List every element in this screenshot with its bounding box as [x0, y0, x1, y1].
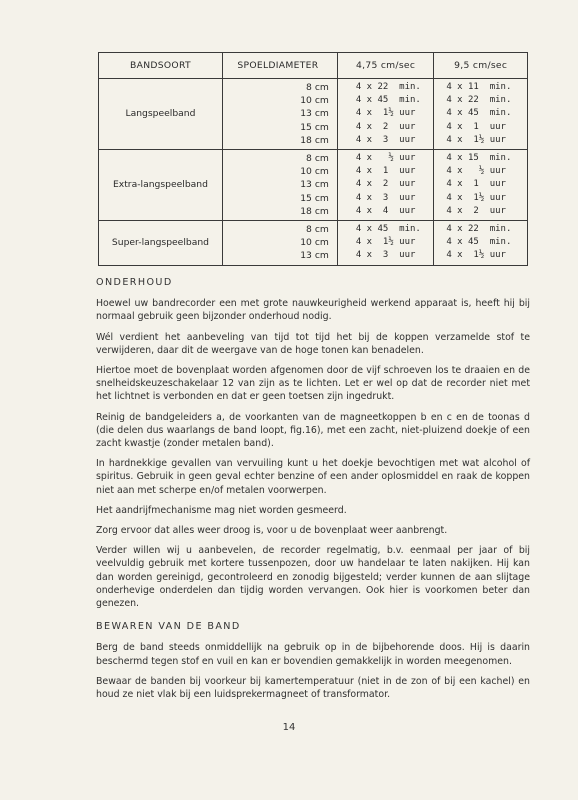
- diameter-cell: [222, 221, 337, 266]
- duration-475-cell: [337, 150, 434, 221]
- tape-type-cell: Extra-langspeelband: [99, 150, 223, 221]
- table-header-row: [99, 53, 528, 79]
- diameter-cell: [222, 150, 337, 221]
- tape-duration-table: [98, 52, 528, 266]
- duration-value: 4 x 22 min.: [446, 224, 512, 235]
- diameter-value: 8 cm: [306, 224, 329, 236]
- section-heading: BEWAREN VAN DE BAND: [96, 621, 241, 633]
- paragraph: In hardnekkige gevallen van vervuiling kunt u het doekje bevochtigen met wat alcohol of spiritus. Gebruik in geen geval echter benzine of een ander oplosmiddel en raak de koppen niet aan met scherpe en/of metalen voorwerpen.: [96, 458, 530, 496]
- duration-value: 4 x 1 uur: [446, 121, 506, 132]
- diameter-value: 13 cm: [300, 250, 329, 262]
- paragraph: Zorg ervoor dat alles weer droog is, voor u de bovenplaat weer aanbrengt.: [96, 525, 448, 537]
- duration-value: 4 x 45 min.: [446, 237, 512, 248]
- duration-value: 4 x 3 uur: [355, 192, 416, 203]
- duration-value: 4 x 3 uur: [355, 250, 416, 261]
- duration-value: 4 x 45 min.: [355, 224, 421, 235]
- duration-value: 4 x 1½ uur: [355, 108, 416, 119]
- duration-value: 4 x ½ uur: [355, 153, 416, 164]
- paragraph: Hiertoe moet de bovenplaat worden afgenomen door de vijf schroeven los te draaien en de snelheidskeuzeschakelaar 12 van zijn as te lichten. Let er wel op dat de recorder niet met het lichtnet is verbonden en dat er geen toetsen zijn ingedrukt.: [96, 365, 530, 403]
- header-spoeldiameter: SPOELDIAMETER: [222, 53, 337, 79]
- duration-value: 4 x 22 min.: [355, 82, 421, 92]
- duration-value: 4 x 45 min.: [446, 108, 512, 119]
- duration-475-cell: [337, 221, 434, 266]
- duration-value: 4 x 1½ uur: [446, 134, 506, 145]
- duration-value: 4 x 2 uur: [355, 179, 416, 190]
- paragraph: Bewaar de banden bij voorkeur bij kamertemperatuur (niet in de zon of bij een kachel) en houd ze niet vlak bij een luidsprekermagneet of transformator.: [96, 675, 530, 701]
- header-bandsoort: BANDSOORT: [99, 53, 223, 79]
- duration-95-cell: [434, 221, 528, 266]
- diameter-value: 8 cm: [306, 82, 329, 93]
- tape-type-cell: Langspeelband: [99, 79, 223, 150]
- diameter-value: 10 cm: [300, 95, 329, 107]
- diameter-value: 15 cm: [300, 192, 329, 204]
- duration-value: 4 x ½ uur: [446, 166, 506, 177]
- paragraph: Reinig de bandgeleiders a, de voorkanten van de magneetkoppen b en c en de toonas d (die delen dus waarlangs de band loopt, fig.16), met een zacht, niet-pluizend doekje of een zacht kwastje (zonder metalen band).: [96, 411, 530, 450]
- paragraph: Het aandrijfmechanisme mag niet worden gesmeerd.: [96, 504, 347, 516]
- duration-value: 4 x 22 min.: [446, 95, 512, 106]
- diameter-value: 8 cm: [306, 153, 329, 165]
- diameter-value: 13 cm: [300, 108, 329, 120]
- duration-value: 4 x 4 uur: [355, 205, 416, 216]
- diameter-value: 15 cm: [300, 121, 329, 133]
- table-row: [99, 79, 528, 150]
- table-row: [99, 221, 528, 266]
- tape-type-cell: Super-langspeelband: [99, 221, 223, 266]
- duration-value: 4 x 2 uur: [446, 205, 506, 216]
- page-number: 14: [282, 722, 296, 733]
- duration-value: 4 x 1½ uur: [355, 237, 416, 248]
- diameter-value: 18 cm: [300, 205, 329, 217]
- duration-value: 4 x 11 min.: [446, 82, 512, 92]
- duration-95-cell: [434, 150, 528, 221]
- duration-value: 4 x 1 uur: [355, 166, 416, 177]
- diameter-cell: [222, 79, 337, 150]
- header-speed-475: 4,75 cm/sec: [337, 53, 434, 79]
- table-row: [99, 150, 528, 221]
- duration-value: 4 x 3 uur: [355, 134, 416, 145]
- paragraph: Verder willen wij u aanbevelen, de recorder regelmatig, b.v. eenmaal per jaar of bij veelvuldig gebruik met kortere tussenpozen, door uw handelaar te laten nakijken. Hij kan dan worden gereinigd, gecontroleerd en zonodig bijgesteld; verder kunnen de aan slijtage onderhevige onderdelen dan tijdig worden vervangen. Ook hier is voorkomen beter dan genezen.: [96, 545, 530, 610]
- section-heading: ONDERHOUD: [96, 277, 173, 288]
- diameter-value: 13 cm: [300, 179, 329, 191]
- diameter-value: 10 cm: [300, 237, 329, 249]
- duration-value: 4 x 15 min.: [446, 153, 512, 164]
- paragraph: Hoewel uw bandrecorder een met grote nauwkeurigheid werkend apparaat is, heeft hij bij normaal gebruik geen bijzonder onderhoud nodig.: [96, 298, 530, 323]
- body-text: [96, 276, 530, 708]
- duration-value: 4 x 1 uur: [446, 179, 506, 190]
- paragraph: Berg de band steeds onmiddellijk na gebruik op in de bijbehorende doos. Hij is daarin beschermd tegen stof en vuil en kan er bovendien gemakkelijk in worden meegenomen.: [96, 642, 530, 667]
- paragraph: Wél verdient het aanbeveling van tijd tot tijd het bij de koppen verzamelde stof te verwijderen, daar dit de weergave van de hoge tonen kan benadelen.: [96, 331, 530, 356]
- duration-95-cell: [434, 79, 528, 150]
- duration-value: 4 x 1½ uur: [446, 250, 506, 261]
- duration-475-cell: [337, 79, 434, 150]
- duration-value: 4 x 1½ uur: [446, 192, 506, 203]
- duration-value: 4 x 2 uur: [355, 121, 416, 132]
- diameter-value: 18 cm: [300, 134, 329, 146]
- diameter-value: 10 cm: [300, 166, 329, 178]
- duration-value: 4 x 45 min.: [355, 95, 421, 106]
- header-speed-95: 9,5 cm/sec: [434, 53, 528, 79]
